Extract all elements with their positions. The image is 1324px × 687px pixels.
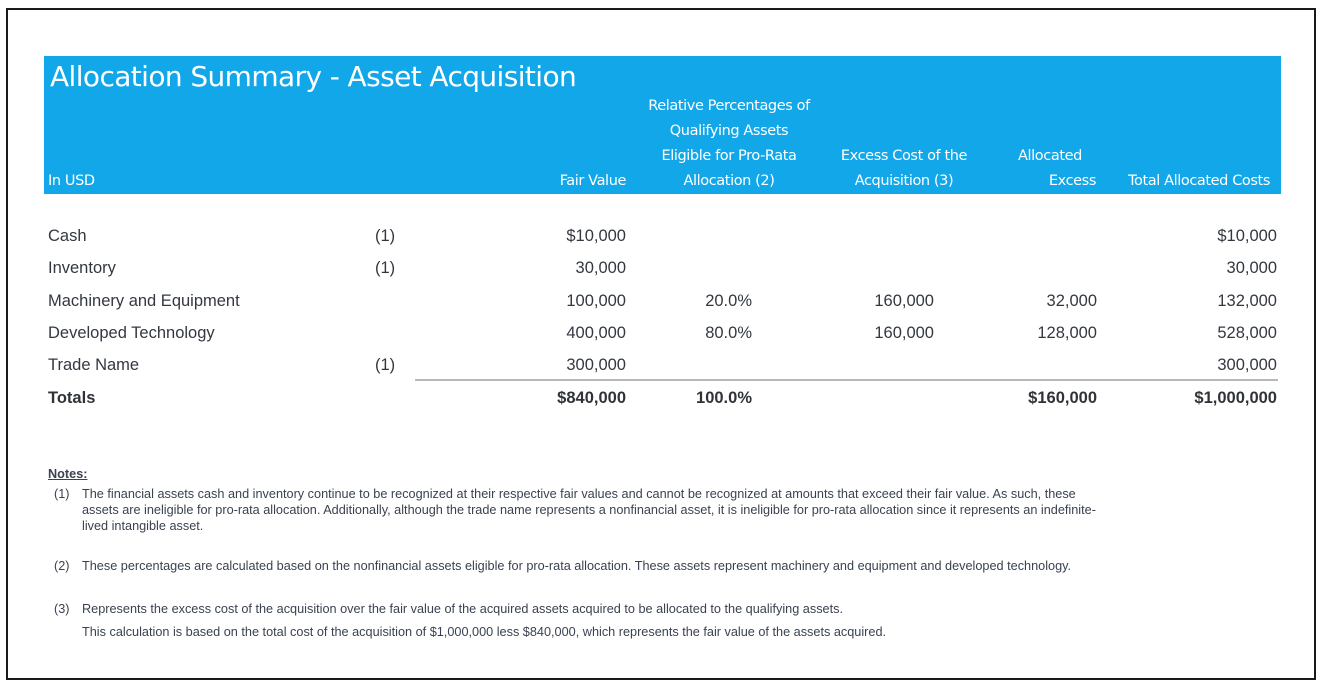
page-title: Allocation Summary - Asset Acquisition: [50, 60, 577, 93]
col-header-fair-value: Fair Value: [559, 173, 626, 189]
relative-percentage: 20.0%: [705, 292, 752, 310]
footnote-ref: (1): [375, 227, 396, 245]
currency-label: In USD: [48, 173, 95, 189]
note-text: [82, 601, 1262, 640]
asset-name: Developed Technology: [48, 324, 215, 342]
note-line: assets are ineligible for pro-rata allocation. Additionally, although the trade name represents a nonfinancial asset, it is ineligible for pro-rata allocation since it represents an indefinite-: [82, 503, 1096, 517]
table-row: [0, 355, 1324, 387]
asset-name: Trade Name: [48, 356, 140, 374]
note-line: lived intangible asset.: [82, 519, 204, 533]
total-allocated: 528,000: [1217, 324, 1277, 342]
col-header-line: Allocated: [1018, 148, 1082, 164]
note-line: These percentages are calculated based on the nonfinancial assets eligible for pro-rata allocation. These assets represent machinery and equipment and developed technology.: [82, 559, 1072, 573]
table-header: [44, 56, 1281, 194]
notes-section: [48, 466, 1288, 639]
note-text: [82, 558, 1262, 574]
note-number: (1): [54, 487, 70, 501]
totals-row: [0, 388, 1324, 420]
col-header-line: Qualifying Assets: [669, 123, 789, 139]
grand-total: $1,000,000: [1194, 389, 1277, 407]
col-header-line: Acquisition (3): [854, 173, 954, 189]
note-line: This calculation is based on the total cost of the acquisition of $1,000,000 less $840,000, which represents the fair value of the assets acquired.: [82, 625, 887, 639]
total-allocated: 132,000: [1217, 292, 1277, 310]
totals-divider: [415, 379, 1278, 381]
table-row: [0, 323, 1324, 355]
total-fair-value: $840,000: [557, 389, 626, 407]
fair-value: $10,000: [566, 227, 626, 245]
fair-value: 300,000: [566, 356, 626, 374]
col-header-line: Excess: [1048, 173, 1096, 189]
col-header-allocated-excess: [1004, 144, 1096, 194]
note-line: Represents the excess cost of the acquisition over the fair value of the acquired assets acquired to be allocated to the qualifying assets.: [82, 602, 843, 616]
note-number: (2): [54, 559, 70, 573]
excess-cost: 160,000: [874, 324, 934, 342]
notes-heading: Notes:: [48, 467, 88, 481]
total-allocated: 30,000: [1226, 259, 1277, 277]
table-row: [0, 258, 1324, 290]
asset-name: Inventory: [48, 259, 116, 277]
note-line: The financial assets cash and inventory continue to be recognized at their respective fair values and cannot be recognized at amounts that exceed their fair value. As such, these: [82, 487, 1076, 501]
fair-value: 30,000: [575, 259, 626, 277]
col-header-line: Eligible for Pro-Rata: [661, 148, 797, 164]
footnote-ref: (1): [375, 259, 396, 277]
col-header-relative-percentages: [629, 94, 829, 194]
col-header-line: Allocation (2): [683, 173, 775, 189]
col-header-excess-cost: [824, 144, 984, 194]
fair-value: 400,000: [566, 324, 626, 342]
col-header-line: Excess Cost of the: [840, 148, 968, 164]
total-allocated: $10,000: [1217, 227, 1277, 245]
table-row: [0, 291, 1324, 323]
footnote-ref: (1): [375, 356, 396, 374]
totals-label: Totals: [48, 389, 96, 407]
table-row: [0, 226, 1324, 258]
note-number: (3): [54, 602, 70, 616]
fair-value: 100,000: [566, 292, 626, 310]
allocated-excess: 32,000: [1046, 292, 1097, 310]
col-header-total-allocated: Total Allocated Costs: [1128, 173, 1270, 189]
total-percentage: 100.0%: [696, 389, 752, 407]
note-text: [82, 486, 1262, 534]
total-allocated-excess: $160,000: [1028, 389, 1097, 407]
relative-percentage: 80.0%: [705, 324, 752, 342]
allocated-excess: 128,000: [1037, 324, 1097, 342]
total-allocated: 300,000: [1217, 356, 1277, 374]
asset-name: Cash: [48, 227, 87, 245]
asset-name: Machinery and Equipment: [48, 292, 240, 310]
excess-cost: 160,000: [874, 292, 934, 310]
col-header-line: Relative Percentages of: [648, 98, 810, 114]
